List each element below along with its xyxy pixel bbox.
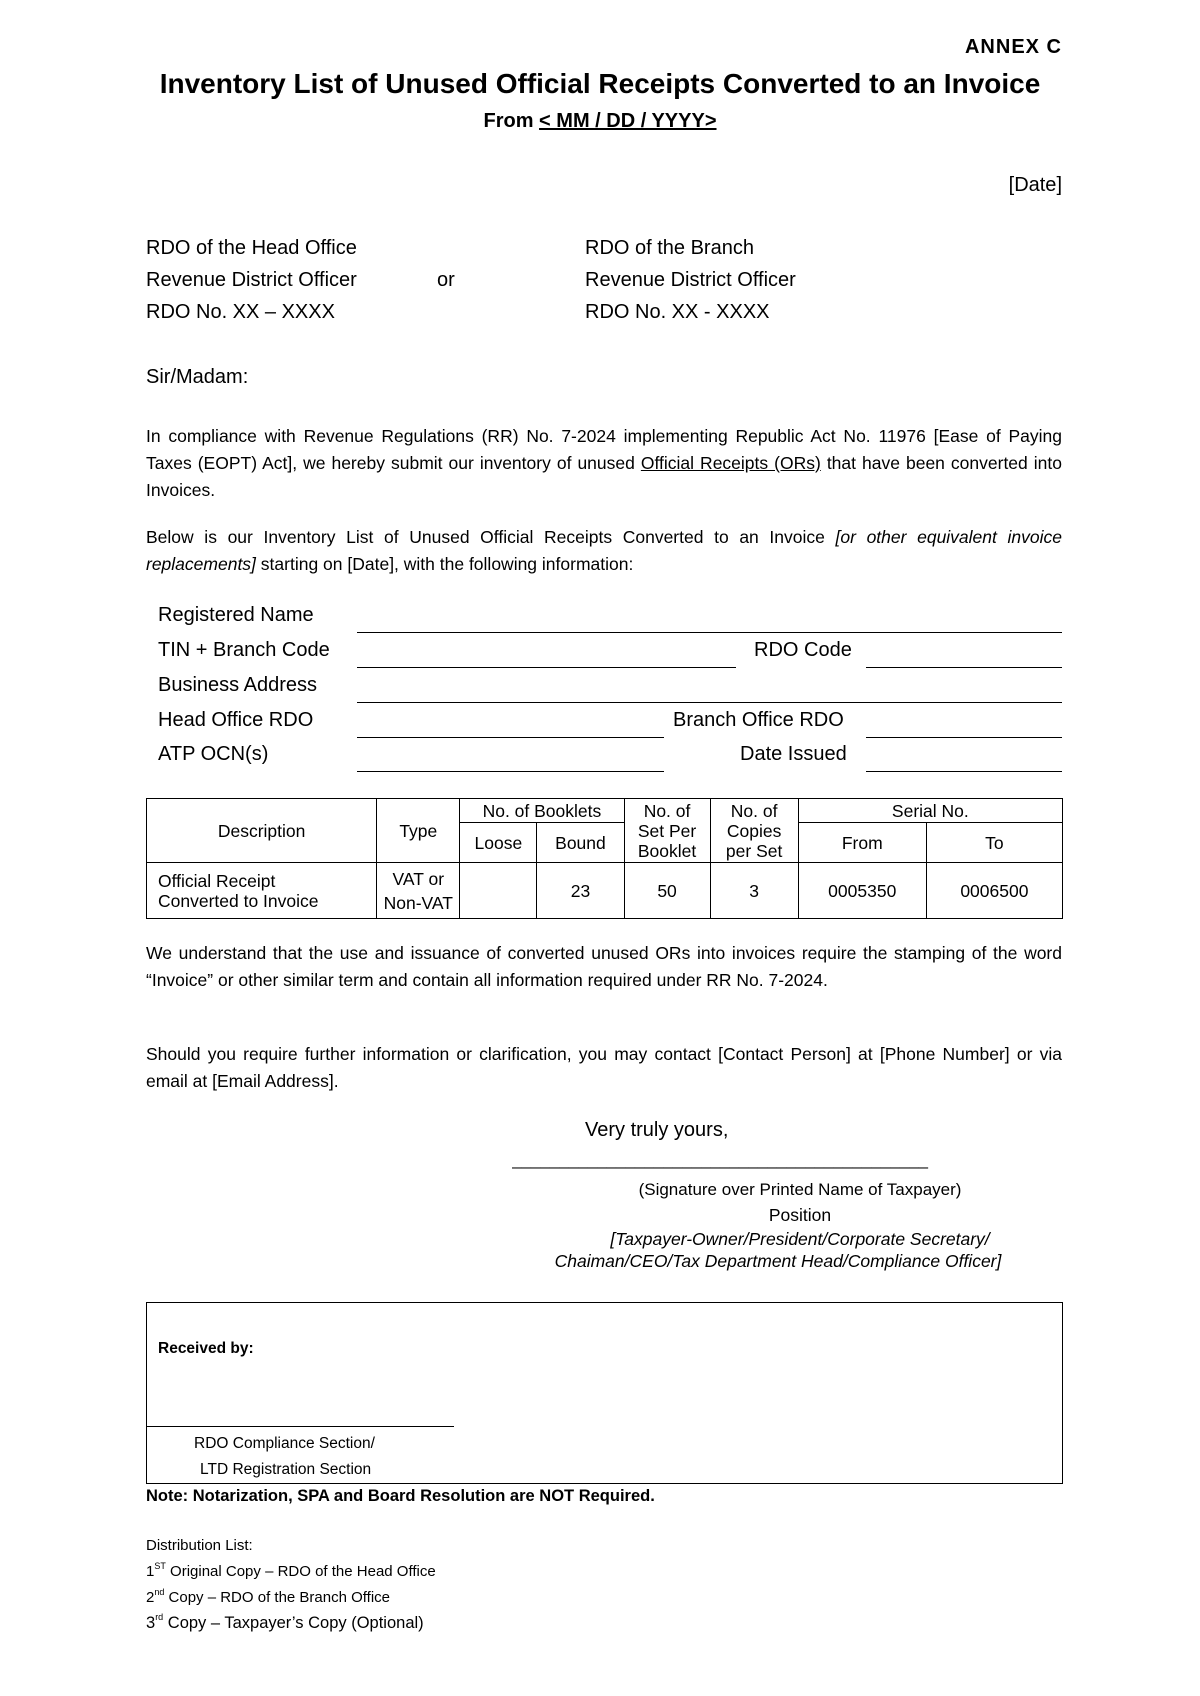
position-label: Position xyxy=(768,1205,832,1225)
received-by-label: Received by: xyxy=(158,1340,254,1357)
header-description: Description xyxy=(147,799,377,863)
header-loose: Loose xyxy=(460,823,537,863)
cell-serial-from: 0005350 xyxy=(798,863,926,919)
table-header-row xyxy=(147,799,1063,823)
distribution-item-3: 3rd Copy – Taxpayer’s Copy (Optional) xyxy=(146,1612,424,1632)
rdo-code-label: RDO Code xyxy=(754,639,852,661)
roles-line-1: [Taxpayer-Owner/President/Corporate Secretary/ xyxy=(610,1229,990,1249)
valediction: Very truly yours, xyxy=(585,1119,729,1141)
cell-bound: 23 xyxy=(537,863,624,919)
signature-caption: (Signature over Printed Name of Taxpayer) xyxy=(638,1180,962,1199)
business-address-field[interactable] xyxy=(357,702,1062,703)
header-serial-no: Serial No. xyxy=(798,799,1062,823)
branch-office-rdo-field[interactable] xyxy=(866,737,1062,738)
distribution-item-2: 2nd Copy – RDO of the Branch Office xyxy=(146,1587,391,1606)
registered-name-label: Registered Name xyxy=(158,604,314,626)
header-from: From xyxy=(798,823,926,863)
header-to: To xyxy=(926,823,1062,863)
registered-name-field[interactable] xyxy=(357,632,1062,633)
head-office-rdo-field[interactable] xyxy=(357,737,664,738)
page-title: Inventory List of Unused Official Receipts Converted to an Invoice xyxy=(159,68,1041,99)
annex-label: ANNEX C xyxy=(964,36,1062,58)
rdo-code-field[interactable] xyxy=(866,667,1062,668)
cell-loose xyxy=(460,863,537,919)
paragraph-contact: Should you require further information or clarification, you may contact [Contact Person] at [Phone Number] or via email at [Email Address]. xyxy=(146,1044,1062,1091)
header-no-of-booklets: No. of Booklets xyxy=(460,799,624,823)
tin-branch-label: TIN + Branch Code xyxy=(158,639,330,661)
business-address-label: Business Address xyxy=(158,674,317,696)
cell-serial-to: 0006500 xyxy=(926,863,1062,919)
date-placeholder: [Date] xyxy=(1008,174,1062,196)
paragraph-intro: In compliance with Revenue Regulations (RR) No. 7-2024 implementing Republic Act No. 11976 [Ease of Paying Taxes (EOPT) Act], we hereby submit our inventory of unused Official Receipts (ORs) that have been converted into Invoices. xyxy=(146,426,1062,500)
salutation: Sir/Madam: xyxy=(146,366,249,388)
signature-line: ____________________________________________ xyxy=(512,1150,929,1169)
roles-line-2: Chaiman/CEO/Tax Department Head/Compliance Officer] xyxy=(554,1251,1002,1271)
inventory-table xyxy=(146,798,1063,919)
distribution-title: Distribution List: xyxy=(146,1537,253,1554)
addressee-right-3: RDO No. XX - XXXX xyxy=(585,301,770,323)
from-label: From xyxy=(483,110,534,132)
official-receipts-term: Official Receipts (ORs) xyxy=(640,453,821,473)
date-issued-field[interactable] xyxy=(866,771,1062,772)
cell-description: Official Receipt Converted to Invoice xyxy=(147,863,377,919)
branch-office-rdo-label: Branch Office RDO xyxy=(673,709,844,731)
received-box xyxy=(146,1302,1063,1484)
paragraph-list-intro: Below is our Inventory List of Unused Official Receipts Converted to an Invoice [or other equivalent invoice replacements] starting on [Date], with the following information: xyxy=(146,527,1062,574)
addressee-right-2: Revenue District Officer xyxy=(585,269,796,291)
distribution-item-1: 1ST Original Copy – RDO of the Head Office xyxy=(146,1561,436,1580)
cell-type: VAT or Non-VAT xyxy=(377,863,460,919)
header-bound: Bound xyxy=(537,823,624,863)
header-copies-per-set: No. of Copies per Set xyxy=(710,799,798,863)
addressee-right-1: RDO of the Branch xyxy=(585,237,754,259)
atp-ocn-field[interactable] xyxy=(357,771,664,772)
received-section-line-1: RDO Compliance Section/ xyxy=(194,1435,375,1452)
date-issued-label: Date Issued xyxy=(740,743,847,765)
atp-ocn-label: ATP OCN(s) xyxy=(158,743,269,765)
from-date: < MM / DD / YYYY> xyxy=(539,110,717,132)
addressee-or: or xyxy=(437,269,455,291)
cell-copies-per-set: 3 xyxy=(710,863,798,919)
table-row xyxy=(147,863,1063,919)
paragraph-understanding: We understand that the use and issuance of converted unused ORs into invoices require the stamping of the word “Invoice” or other similar term and contain all information required under RR No. 7-2024. xyxy=(146,943,1062,990)
head-office-rdo-label: Head Office RDO xyxy=(158,709,314,731)
addressee-left-2: Revenue District Officer xyxy=(146,269,357,291)
header-type: Type xyxy=(377,799,460,863)
received-signature-line[interactable] xyxy=(147,1426,454,1427)
note: Note: Notarization, SPA and Board Resolution are NOT Required. xyxy=(146,1487,655,1505)
addressee-left-1: RDO of the Head Office xyxy=(146,237,357,259)
period-line xyxy=(0,110,1200,133)
tin-branch-field[interactable] xyxy=(357,667,736,668)
cell-set-per-booklet: 50 xyxy=(624,863,710,919)
header-set-per-booklet: No. of Set Per Booklet xyxy=(624,799,710,863)
addressee-left-3: RDO No. XX – XXXX xyxy=(146,301,335,323)
received-section-line-2: LTD Registration Section xyxy=(200,1461,372,1478)
